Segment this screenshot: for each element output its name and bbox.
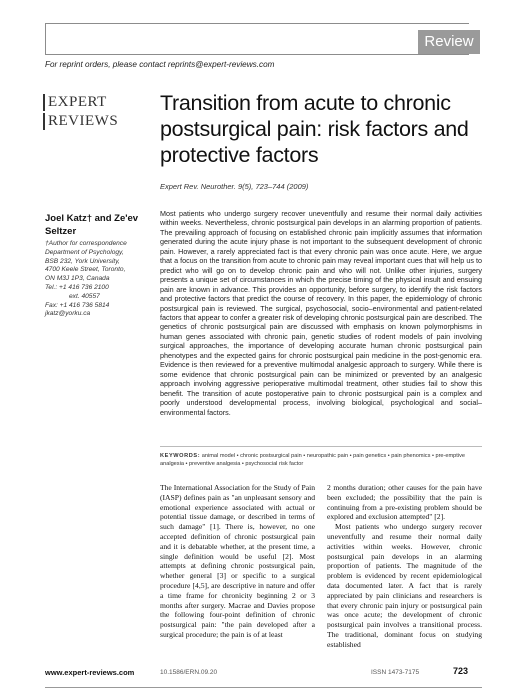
keywords-divider — [160, 446, 482, 447]
footer-divider — [45, 687, 482, 688]
article-title: Transition from acute to chronic postsurgical pain: risk factors and protective factors — [160, 91, 469, 167]
affil-line: Department of Psychology, — [45, 248, 124, 256]
reprint-note: For reprint orders, please contact reprints@expert-reviews.com — [45, 60, 275, 69]
logo-line-1: EXPERT — [43, 94, 107, 111]
article-citation: Expert Rev. Neurother. 9(5), 723–744 (2009) — [160, 182, 309, 191]
body-paragraph: 2 months duration; other causes for the pain have been excluded; the possibility that the pain is continuing from a pre-existing problem should be explored and exclusion attempted" [2]. — [327, 483, 482, 522]
page-number: 723 — [453, 666, 469, 676]
footer-website[interactable]: www.expert-reviews.com — [45, 668, 135, 677]
affil-line: BSB 232, York University, — [45, 257, 120, 265]
abstract: Most patients who undergo surgery recover uneventfully and resume their normal daily activities within weeks. Nevertheless, chronic postsurgical pain develops in an alarming proportion of patients. The prevailing approach of focusing on established chronic pain implicitly assumes that information generated during the acute injury phase is not important to the subsequent development of chronic pain. However, a rarely appreciated fact is that every chronic pain was once acute. Here, we argue that a focus on the transition from acute to chronic pain may reveal important cues that will help us to predict who will go on to develop chronic pain and who will not. Unlike other injuries, surgery presents a unique set of circumstances in which the precise timing of the physical insult and ensuing pain are known in advance. This provides an opportunity, before surgery, to identify the risk factors and protective factors that predict the course of recovery. In this paper, the epidemiology of chronic postsurgical pain is reviewed. The surgical, psychosocial, socio–environmental and patient-related factors that appear to confer a greater risk of developing chronic postsurgical pain are described. The genetics of chronic postsurgical pain are discussed with emphasis on known polymorphisms in human genes associated with chronic pain, genetic studies of rodent models of pain involving surgical approaches, the importance of developing accurate human chronic postsurgical pain phenotypes and the expected gains for chronic postsurgical pain medicine in the post-genomic era. Evidence is then reviewed for a preventive multimodal analgesic approach to surgery. While there is some evidence that chronic postsurgical pain can be minimized or prevented by an analgesic approach involving aggressive perioperative multimodal treatment, other studies fail to show this benefit. The transition of acute postoperative pain to chronic postsurgical pain is a complex and poorly understood developmental process, involving biological, psychological and social–environmental factors. — [160, 209, 482, 417]
keywords-label: KEYWORDS: — [160, 453, 201, 459]
header-frame — [45, 23, 469, 55]
affil-line: ON M3J 1P3, Canada — [45, 275, 110, 283]
journal-logo — [43, 94, 138, 134]
body-paragraph: Most patients who undergo surgery recover uneventfully and resume their normal daily activities within weeks. However, chronic postsurgical pain develops in an alarming proportion of patients. The magnitude of the problem is evidenced by recent epidemiological data documented later. A fact that is rarely appreciated by pain clinicians and researchers is that every chronic pain injury or postsurgical pain was once acute; the development of chronic postsurgical pain involves a transitional process. The traditional, dominant focus on studying established — [327, 522, 482, 649]
keywords-text: animal model • chronic postsurgical pain • neuropathic pain • pain genetics • pain phenomics • pre-emptive analgesia • preventive analgesia • psychosocial risk factor — [160, 453, 465, 467]
affil-line: Fax: +1 416 736 5814 — [45, 301, 110, 309]
affil-line: ext. 40557 — [69, 292, 100, 300]
footer-doi: 10.1586/ERN.09.20 — [160, 669, 218, 676]
affil-line: Tel.: +1 416 736 2100 — [45, 283, 109, 291]
author-names: Joel Katz† and Ze'ev Seltzer — [45, 213, 139, 237]
affil-line: 4700 Keele Street, Toronto, — [45, 266, 126, 274]
affil-line: †Author for correspondence — [45, 240, 127, 247]
section-badge: Review — [418, 30, 480, 54]
keywords — [160, 452, 482, 468]
body-column-1 — [160, 483, 315, 640]
author-affiliation — [45, 240, 155, 319]
logo-line-2: REVIEWS — [43, 113, 118, 130]
body-column-2 — [327, 483, 482, 650]
footer-issn: ISSN 1473-7175 — [371, 669, 420, 676]
author-email[interactable]: jkatz@yorku.ca — [45, 310, 91, 318]
body-paragraph: The International Association for the Study of Pain (IASP) defines pain as "an unpleasant sensory and emotional experience associated with actual or potential tissue damage, or described in terms of such damage" [1]. There is, however, no one accepted definition of chronic postsurgical pain and it is debatable whether, at the present time, a single definition would be useful [2]. Most attempts at defining chronic postsurgical pain, whether general [3] or specific to a surgical procedure [4,5], are descriptive in nature and offer a time frame for chronicity beginning 2 or 3 months after surgery. Macrae and Davies propose the following four-point definition of chronic postsurgical pain: "the pain developed after a surgical procedure; the pain is of at least — [160, 483, 316, 639]
